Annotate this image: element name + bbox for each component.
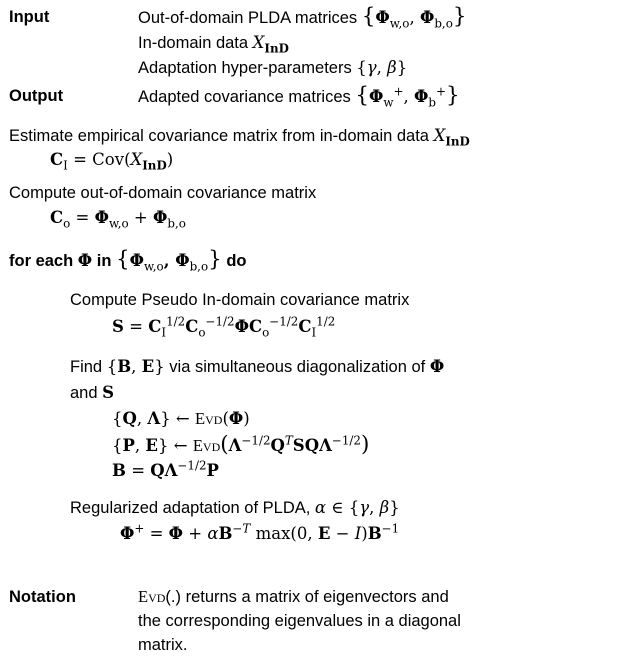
input-indomain-data: In-domain data $X_{InD}$ bbox=[138, 33, 289, 56]
equation-phi-plus: $\Phi^+ = \Phi + \alpha B^{-T}$ max(0, $E - I)B^{-1}$ bbox=[120, 521, 400, 543]
equation-evd-phi: {Q, Λ} ← Evd(Φ) bbox=[112, 409, 250, 428]
step-compute-out-of-domain-covariance: Compute out-of-domain covariance matrix bbox=[9, 184, 317, 202]
equation-b: $B = Q\Lambda^{-1/2}P$ bbox=[112, 458, 219, 480]
loop-header: for each Φ in {$\Phi_{w,o}$, $\Phi_{b,o}$} do bbox=[9, 247, 247, 274]
notation-label: Notation bbox=[9, 588, 76, 606]
notation-line-1: Evd(.) returns a matrix of eigenvectors and bbox=[138, 587, 449, 606]
equation-evd-s: {P, E} ← $Evd(\Lambda^{-1/2}Q^TSQ\Lambda^{-1/2})$ bbox=[112, 432, 370, 457]
step-simultaneous-diagonalization: Find {B, E} via simultaneous diagonalization of Φ bbox=[70, 357, 445, 376]
step-estimate-empirical-covariance: Estimate empirical covariance matrix from in-domain data $X_{InD}$ bbox=[9, 126, 470, 149]
input-hyper-parameters: Adaptation hyper-parameters {γ, β} bbox=[138, 58, 408, 77]
step-regularized-adaptation: Regularized adaptation of PLDA, α ∈ {γ, β} bbox=[70, 498, 400, 517]
notation-line-3: matrix. bbox=[138, 636, 188, 654]
step-diagonalization-cont: and S bbox=[70, 383, 115, 402]
equation-s: $S = C_I^{1/2}C_o^{-1/2}\Phi C_o^{-1/2}C_I^{1/2}$ bbox=[112, 314, 336, 340]
plda-matrix-set: {$\Phi_{w,o}$, $\Phi_{b,o}$} bbox=[361, 4, 467, 31]
output-description: Adapted covariance matrices {$\Phi_w^+$, $\Phi_b^+$} bbox=[138, 83, 460, 110]
output-label: Output bbox=[9, 87, 64, 105]
input-label: Input bbox=[9, 8, 50, 26]
input-plda-matrices: Out-of-domain PLDA matrices {$\Phi_{w,o}$, $\Phi_{b,o}$} bbox=[138, 4, 467, 31]
equation-ci: $C_I = Cov(X_{InD})$ bbox=[50, 150, 174, 173]
equation-co: $C_o = \Phi_{w,o} + \Phi_{b,o}$ bbox=[50, 208, 186, 231]
notation-line-2: the corresponding eigenvalues in a diagonal bbox=[138, 612, 461, 630]
step-pseudo-indomain-covariance: Compute Pseudo In-domain covariance matrix bbox=[70, 291, 410, 309]
